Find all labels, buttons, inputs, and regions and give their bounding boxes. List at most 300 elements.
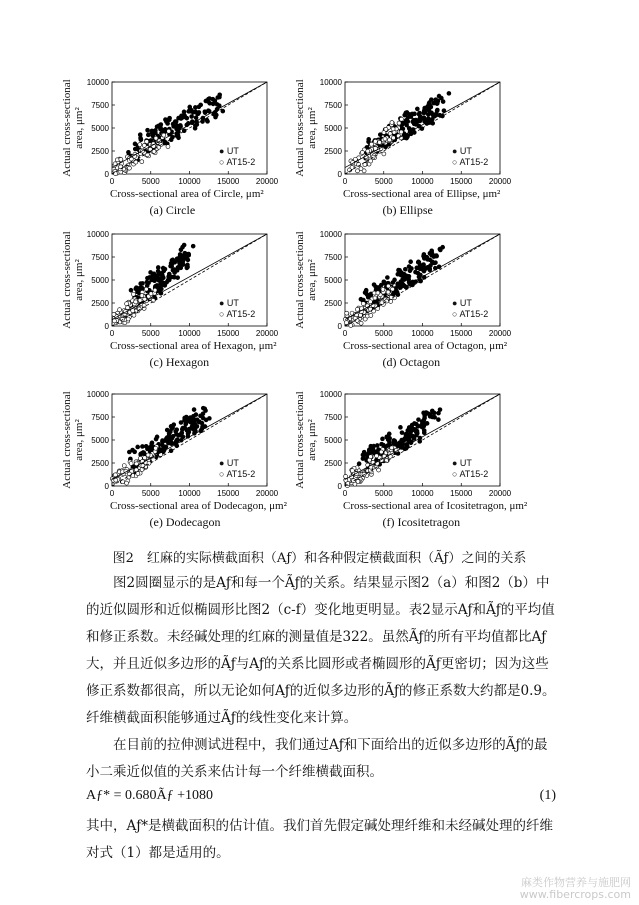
data-point-ut	[152, 272, 156, 276]
data-point-ut	[416, 271, 420, 275]
legend-entry: ○ AT15-2	[452, 469, 489, 479]
data-point-ut	[162, 281, 166, 285]
y-tick-label: 2500	[91, 299, 109, 308]
data-point-at15-2	[344, 474, 348, 478]
y-tick-label: 5000	[91, 124, 109, 133]
data-point-ut	[206, 99, 210, 103]
data-point-at15-2	[383, 137, 387, 141]
data-point-at15-2	[153, 288, 157, 292]
data-point-ut	[167, 272, 171, 276]
data-point-at15-2	[127, 166, 131, 170]
data-point-at15-2	[119, 157, 123, 161]
data-point-ut	[156, 265, 160, 269]
data-point-ut	[369, 444, 373, 448]
data-point-ut	[146, 133, 150, 137]
data-point-ut	[380, 437, 384, 441]
data-point-at15-2	[113, 172, 117, 176]
data-point-ut	[191, 244, 195, 248]
data-point-ut	[405, 123, 409, 127]
data-point-ut	[357, 462, 361, 466]
data-point-ut	[221, 109, 225, 113]
data-point-at15-2	[132, 313, 136, 317]
legend-entry: ● UT	[452, 298, 472, 308]
y-tick-label: 2500	[324, 299, 342, 308]
legend	[219, 458, 255, 480]
data-point-ut	[139, 282, 143, 286]
data-point-ut	[207, 109, 211, 113]
data-point-ut	[422, 252, 426, 256]
data-point-ut	[409, 425, 413, 429]
x-axis-label: Cross-sectional area of Circle, μm²	[110, 188, 264, 200]
data-point-ut	[417, 260, 421, 264]
data-point-at15-2	[367, 458, 371, 462]
x-axis-label: Cross-sectional area of Icositetragon, μm²	[343, 500, 528, 512]
data-point-ut	[175, 257, 179, 261]
data-point-ut	[425, 421, 429, 425]
data-point-ut	[145, 276, 149, 280]
data-point-ut	[416, 418, 420, 422]
y-tick-label: 5000	[324, 436, 342, 445]
data-point-ut	[407, 274, 411, 278]
data-point-ut	[385, 276, 389, 280]
data-point-at15-2	[359, 321, 363, 325]
data-point-ut	[409, 260, 413, 264]
data-point-ut	[409, 266, 413, 270]
data-point-at15-2	[373, 296, 377, 300]
data-point-ut	[207, 416, 211, 420]
y-tick-label: 5000	[324, 124, 342, 133]
data-point-at15-2	[146, 453, 150, 457]
legend-entry: ○ AT15-2	[452, 309, 489, 319]
data-point-at15-2	[361, 302, 365, 306]
data-point-ut	[182, 113, 186, 117]
y-tick-label: 5000	[91, 436, 109, 445]
data-point-ut	[415, 107, 419, 111]
data-point-at15-2	[350, 469, 354, 473]
data-point-ut	[193, 105, 197, 109]
data-point-at15-2	[350, 165, 354, 169]
data-point-ut	[386, 444, 390, 448]
x-tick-label: 10000	[411, 177, 434, 186]
data-point-ut	[185, 254, 189, 258]
data-point-ut	[145, 447, 149, 451]
x-tick-label: 5000	[141, 489, 160, 498]
data-point-ut	[147, 281, 151, 285]
data-point-at15-2	[377, 468, 381, 472]
data-point-at15-2	[397, 121, 401, 125]
paragraph-text: 其中，Aƒ*是横截面积的估计值。我们首先假定碱处理纤维和未经碱处理的纤维对式（1）都是适用的。	[86, 818, 553, 861]
x-tick-label: 5000	[141, 177, 160, 186]
equation-text: Aƒ* = 0.680Ãƒ +1080	[86, 788, 214, 803]
chart-panel-b	[290, 74, 530, 224]
data-point-ut	[400, 272, 404, 276]
data-point-at15-2	[349, 324, 353, 328]
data-point-at15-2	[345, 311, 349, 315]
data-point-ut	[129, 288, 133, 292]
x-tick-label: 0	[342, 329, 348, 338]
data-point-ut	[168, 430, 172, 434]
x-axis-label: Cross-sectional area of Ellipse, μm²	[343, 188, 501, 200]
x-tick-label: 20000	[255, 489, 279, 498]
x-tick-label: 15000	[217, 177, 240, 186]
data-point-ut	[178, 123, 182, 127]
data-point-at15-2	[136, 472, 140, 476]
x-tick-label: 5000	[141, 329, 160, 338]
data-point-at15-2	[138, 143, 142, 147]
panel-caption: (c) Hexagon	[149, 355, 210, 369]
data-point-ut	[164, 120, 168, 124]
x-tick-label: 15000	[217, 489, 240, 498]
data-point-at15-2	[167, 129, 171, 133]
data-point-at15-2	[355, 307, 359, 311]
x-tick-label: 20000	[255, 177, 279, 186]
data-point-at15-2	[379, 450, 383, 454]
y-axis-label: Actual cross-sectional area, μm²	[61, 231, 85, 329]
data-point-at15-2	[138, 298, 142, 302]
data-point-ut	[189, 108, 193, 112]
y-tick-label: 0	[337, 482, 342, 491]
y-tick-label: 2500	[91, 459, 109, 468]
watermark-line: www.fibercrops.com	[519, 888, 631, 901]
x-tick-label: 10000	[411, 489, 434, 498]
data-point-ut	[186, 265, 190, 269]
y-tick-label: 0	[337, 322, 342, 331]
data-point-ut	[182, 243, 186, 247]
x-tick-label: 20000	[488, 489, 512, 498]
y-tick-label: 0	[104, 322, 109, 331]
y-tick-label: 10000	[319, 78, 342, 87]
chart-panel-e	[57, 386, 297, 536]
data-point-ut	[438, 408, 442, 412]
data-point-at15-2	[369, 159, 373, 163]
data-point-at15-2	[149, 292, 153, 296]
data-point-at15-2	[126, 306, 130, 310]
data-point-ut	[184, 415, 188, 419]
data-point-at15-2	[373, 139, 377, 143]
x-tick-label: 20000	[255, 329, 279, 338]
legend-entry: ● UT	[452, 146, 472, 156]
data-point-at15-2	[366, 149, 370, 153]
data-point-ut	[418, 115, 422, 119]
y-tick-label: 7500	[91, 413, 109, 422]
data-point-ut	[140, 286, 144, 290]
y-tick-label: 7500	[91, 253, 109, 262]
data-point-at15-2	[143, 456, 147, 460]
data-point-ut	[175, 428, 179, 432]
x-tick-label: 15000	[450, 329, 473, 338]
data-point-ut	[433, 261, 437, 265]
data-point-ut	[155, 277, 159, 281]
data-point-ut	[201, 416, 205, 420]
data-point-ut	[362, 453, 366, 457]
y-tick-label: 10000	[319, 390, 342, 399]
data-point-ut	[412, 122, 416, 126]
data-point-ut	[191, 414, 195, 418]
data-point-ut	[213, 99, 217, 103]
x-tick-label: 5000	[374, 177, 393, 186]
data-point-at15-2	[378, 140, 382, 144]
data-point-at15-2	[391, 127, 395, 131]
data-point-ut	[181, 426, 185, 430]
legend-entry: ○ AT15-2	[219, 469, 256, 479]
data-point-at15-2	[386, 284, 390, 288]
y-tick-label: 5000	[324, 276, 342, 285]
y-tick-label: 7500	[324, 413, 342, 422]
legend	[452, 298, 488, 320]
data-point-ut	[155, 283, 159, 287]
data-point-ut	[180, 257, 184, 261]
data-point-ut	[134, 286, 138, 290]
x-tick-label: 0	[342, 177, 348, 186]
data-point-ut	[393, 278, 397, 282]
data-point-at15-2	[386, 290, 390, 294]
data-point-ut	[205, 118, 209, 122]
data-point-ut	[387, 432, 391, 436]
y-axis-label: Actual cross-sectional area, μm²	[294, 79, 318, 177]
data-point-ut	[181, 435, 185, 439]
panel-caption: (d) Octagon	[382, 355, 441, 369]
data-point-ut	[197, 420, 201, 424]
x-tick-label: 0	[342, 489, 348, 498]
data-point-at15-2	[381, 287, 385, 291]
data-point-at15-2	[114, 478, 118, 482]
y-tick-label: 2500	[91, 147, 109, 156]
data-point-ut	[422, 418, 426, 422]
data-point-ut	[175, 127, 179, 131]
y-axis-label: Actual cross-sectional area, μm²	[294, 231, 318, 329]
data-point-ut	[153, 131, 157, 135]
x-tick-label: 10000	[178, 329, 201, 338]
chart-panel-a	[57, 74, 297, 224]
data-point-at15-2	[369, 313, 373, 317]
data-point-at15-2	[390, 121, 394, 125]
data-point-at15-2	[359, 167, 363, 171]
data-point-at15-2	[134, 300, 138, 304]
data-point-ut	[388, 436, 392, 440]
data-point-ut	[399, 281, 403, 285]
x-tick-label: 10000	[411, 329, 434, 338]
y-tick-label: 7500	[324, 253, 342, 262]
data-point-at15-2	[140, 160, 144, 164]
data-point-at15-2	[399, 130, 403, 134]
legend-entry: ○ AT15-2	[452, 157, 489, 167]
data-point-ut	[166, 278, 170, 282]
data-point-at15-2	[140, 467, 144, 471]
data-point-ut	[150, 441, 154, 445]
data-point-ut	[177, 433, 181, 437]
data-point-ut	[372, 283, 376, 287]
legend-entry: ○ AT15-2	[219, 309, 256, 319]
data-point-ut	[428, 268, 432, 272]
y-tick-label: 7500	[91, 101, 109, 110]
data-point-ut	[140, 444, 144, 448]
y-axis-label: Actual cross-sectional area, μm²	[61, 79, 85, 177]
data-point-ut	[171, 434, 175, 438]
data-point-ut	[406, 433, 410, 437]
x-tick-label: 0	[109, 177, 115, 186]
data-point-at15-2	[122, 464, 126, 468]
data-point-ut	[190, 115, 194, 119]
data-point-ut	[168, 116, 172, 120]
data-point-ut	[173, 120, 177, 124]
data-point-ut	[192, 408, 196, 412]
data-point-ut	[426, 117, 430, 121]
legend	[219, 146, 255, 168]
x-axis-label: Cross-sectional area of Hexagon, μm²	[110, 340, 277, 352]
body-paragraph-2	[86, 732, 556, 786]
y-tick-label: 10000	[319, 230, 342, 239]
data-point-ut	[437, 94, 441, 98]
data-point-at15-2	[375, 454, 379, 458]
data-point-ut	[377, 285, 381, 289]
y-tick-label: 10000	[86, 390, 109, 399]
data-point-ut	[374, 450, 378, 454]
y-tick-label: 5000	[91, 276, 109, 285]
data-point-ut	[428, 258, 432, 262]
y-tick-label: 7500	[324, 101, 342, 110]
data-point-at15-2	[131, 292, 135, 296]
data-point-at15-2	[387, 138, 391, 142]
data-point-ut	[179, 248, 183, 252]
x-tick-label: 5000	[374, 329, 393, 338]
data-point-ut	[407, 437, 411, 441]
x-tick-label: 20000	[488, 329, 512, 338]
data-point-ut	[398, 268, 402, 272]
y-tick-label: 2500	[324, 459, 342, 468]
y-tick-label: 0	[104, 170, 109, 179]
data-point-ut	[398, 425, 402, 429]
data-point-ut	[195, 424, 199, 428]
equation	[86, 788, 556, 804]
legend	[219, 298, 255, 320]
scatter-plot	[290, 226, 530, 376]
scatter-plot	[57, 386, 297, 536]
data-point-ut	[176, 276, 180, 280]
data-point-ut	[420, 425, 424, 429]
data-point-ut	[199, 103, 203, 107]
panel-caption: (b) Ellipse	[382, 203, 433, 217]
legend-entry: ● UT	[219, 298, 239, 308]
data-point-ut	[436, 99, 440, 103]
data-point-ut	[396, 272, 400, 276]
data-point-ut	[441, 100, 445, 104]
data-point-at15-2	[376, 291, 380, 295]
data-point-at15-2	[154, 446, 158, 450]
data-point-ut	[423, 411, 427, 415]
data-point-at15-2	[391, 287, 395, 291]
data-point-at15-2	[125, 481, 129, 485]
data-point-ut	[382, 280, 386, 284]
data-point-ut	[196, 112, 200, 116]
chart-panel-c	[57, 226, 297, 376]
data-point-ut	[155, 435, 159, 439]
data-point-at15-2	[368, 300, 372, 304]
panel-caption: (f) Icositetragon	[382, 515, 461, 529]
data-point-ut	[127, 450, 131, 454]
data-point-at15-2	[360, 150, 364, 154]
body-paragraph-3	[86, 813, 556, 867]
data-point-ut	[429, 98, 433, 102]
legend-entry: ● UT	[219, 458, 239, 468]
watermark	[520, 877, 631, 901]
y-axis-label: Actual cross-sectional area, μm²	[294, 391, 318, 489]
data-point-at15-2	[154, 136, 158, 140]
y-axis-label: Actual cross-sectional area, μm²	[61, 391, 85, 489]
panel-caption: (e) Dodecagon	[149, 515, 221, 529]
y-tick-label: 2500	[324, 147, 342, 156]
data-point-ut	[378, 133, 382, 137]
data-point-at15-2	[368, 307, 372, 311]
x-axis-label: Cross-sectional area of Octagon, μm²	[343, 340, 508, 352]
data-point-ut	[430, 415, 434, 419]
chart-panel-f	[290, 386, 530, 536]
data-point-at15-2	[112, 312, 116, 316]
x-tick-label: 0	[109, 329, 115, 338]
data-point-ut	[217, 95, 221, 99]
x-tick-label: 10000	[178, 177, 201, 186]
scatter-plot	[290, 74, 530, 224]
scatter-plot	[290, 386, 530, 536]
data-point-ut	[415, 431, 419, 435]
data-point-at15-2	[113, 473, 117, 477]
data-point-at15-2	[162, 133, 166, 137]
x-tick-label: 15000	[450, 177, 473, 186]
data-point-at15-2	[382, 152, 386, 156]
chart-panel-d	[290, 226, 530, 376]
x-tick-label: 0	[109, 489, 115, 498]
scatter-plot	[57, 74, 297, 224]
legend-entry: ● UT	[452, 458, 472, 468]
data-point-ut	[447, 91, 451, 95]
y-tick-label: 0	[337, 170, 342, 179]
data-point-ut	[403, 267, 407, 271]
data-point-ut	[172, 423, 176, 427]
data-point-at15-2	[399, 117, 403, 121]
data-point-ut	[174, 439, 178, 443]
equation-number: (1)	[539, 788, 556, 803]
data-point-ut	[163, 267, 167, 271]
y-tick-label: 10000	[86, 78, 109, 87]
data-point-ut	[184, 422, 188, 426]
data-point-ut	[193, 126, 197, 130]
data-point-ut	[430, 252, 434, 256]
data-point-ut	[431, 410, 435, 414]
data-point-ut	[169, 442, 173, 446]
data-point-ut	[163, 129, 167, 133]
panel-caption: (a) Circle	[149, 203, 196, 217]
data-point-ut	[441, 245, 445, 249]
data-point-ut	[159, 126, 163, 130]
data-point-at15-2	[344, 321, 348, 325]
data-point-at15-2	[144, 287, 148, 291]
data-point-at15-2	[369, 142, 373, 146]
data-point-ut	[422, 109, 426, 113]
y-tick-label: 0	[104, 482, 109, 491]
data-point-ut	[400, 431, 404, 435]
x-tick-label: 20000	[488, 177, 512, 186]
data-point-ut	[430, 111, 434, 115]
data-point-ut	[160, 271, 164, 275]
x-tick-label: 15000	[450, 489, 473, 498]
data-point-at15-2	[166, 145, 170, 149]
data-point-ut	[178, 252, 182, 256]
x-tick-label: 15000	[217, 329, 240, 338]
data-point-ut	[161, 446, 165, 450]
data-point-ut	[167, 434, 171, 438]
data-point-ut	[133, 142, 137, 146]
data-point-ut	[399, 440, 403, 444]
data-point-ut	[203, 110, 207, 114]
